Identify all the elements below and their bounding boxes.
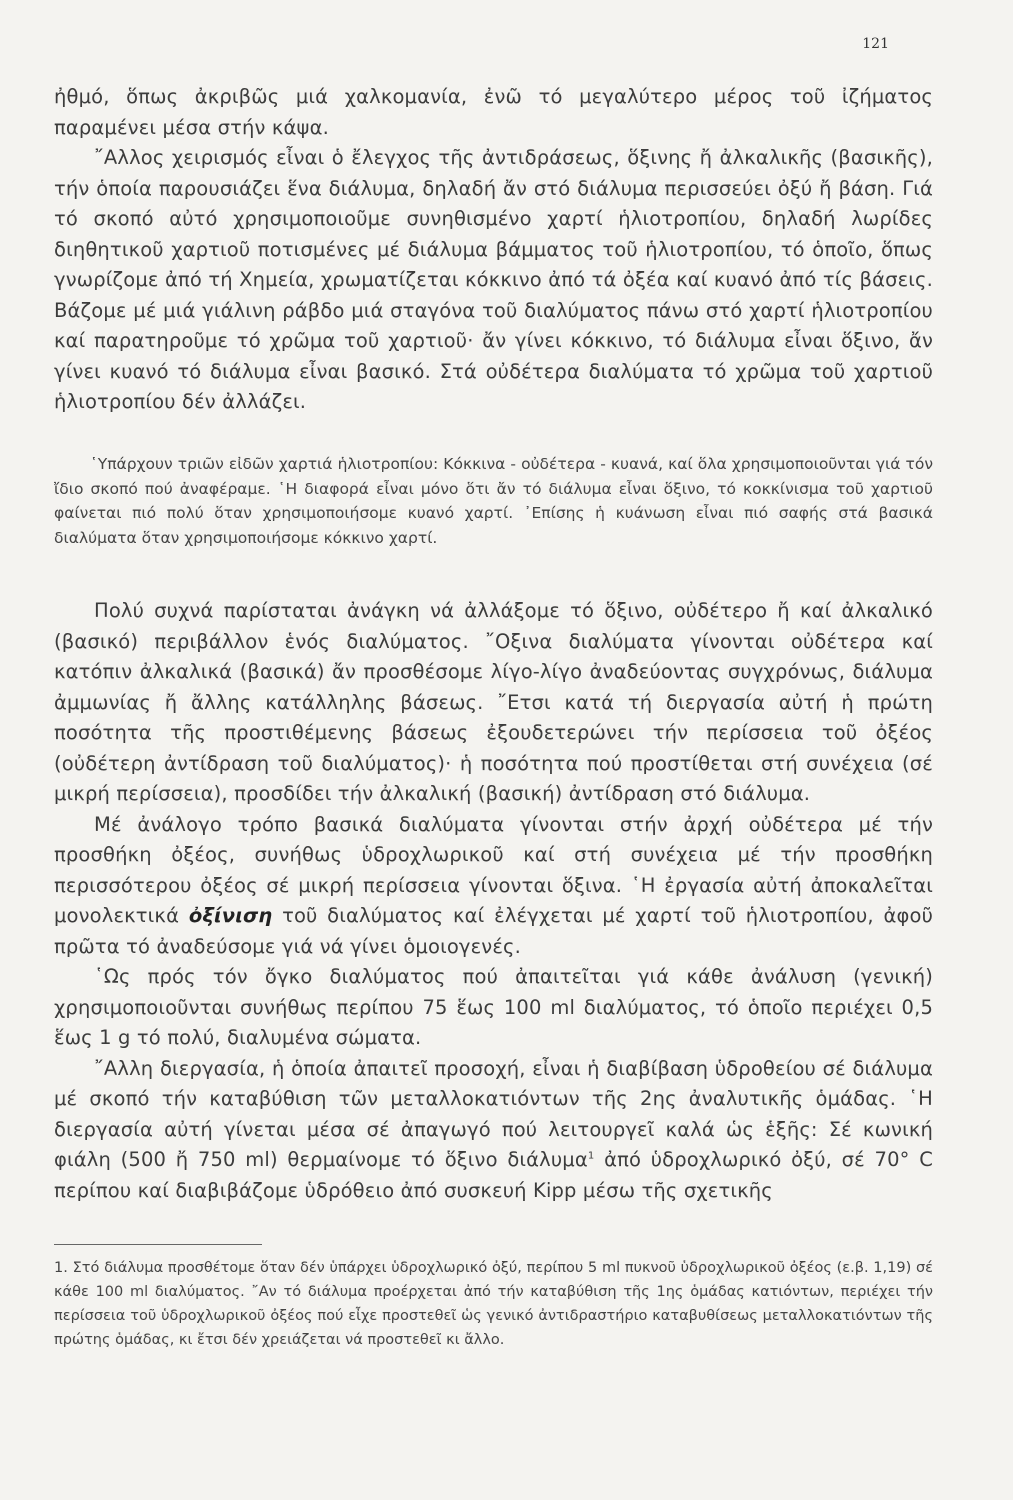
footnote-divider [54,1244,262,1245]
litmus-note [54,452,933,550]
footnote-paragraph [54,1256,933,1352]
paragraph-text: τοῦ διαλύματος καί ἐλέγχεται μέ χαρτί τοῦ ἡλιοτροπίου, ἀφοῦ πρῶτα τό ἀναδεύσομε γιά νά γίνει ὁμοιογενές. [54,904,934,958]
paragraph [54,810,933,963]
text-block-2 [54,596,933,1206]
paragraph [54,1054,933,1207]
footnote [54,1256,933,1352]
paragraph: Πολύ συχνά παρίσταται ἀνάγκη νά ἀλλάξομε τό ὅξινο, οὐδέτερο ἤ καί ἀλκαλικό (βασικό) περιβάλλον ἑνός διαλύματος. ῎Οξινα διαλύματα γίνονται οὐδέτερα καί κατόπιν ἀλκαλικά (βασικά) ἄν προσθέσομε λίγο-λίγο ἀναδεύοντας συγχρόνως, διάλυμα ἀμμωνίας ἤ ἄλλης κατάλληλης βάσεως. ῎Ετσι κατά τή διεργασία αὐτή ἡ πρώτη ποσότητα τῆς προστιθέμενης βάσεως ἐξουδετερώνει τήν περίσσεια τοῦ ὀξέος (οὐδέτερη ἀντίδραση τοῦ διαλύματος)· ἡ ποσότητα πού προστίθεται στή συνέχεια (σέ μικρή περίσσεια), προσδίδει τήν ἀλκαλική (βασική) ἀντίδραση στό διάλυμα. [54,599,933,805]
paragraph: ῎Αλλος χειρισμός εἶναι ὁ ἔλεγχος τῆς ἀντιδράσεως, ὅξινης ἤ ἀλκαλικῆς (βασικῆς), τήν ὁποία παρουσιάζει ἕνα διάλυμα, δηλαδή ἄν στό διάλυμα περισσεύει ὀξύ ἤ βάση. Γιά τό σκοπό αὐτό χρησιμοποιοῦμε συνηθισμένο χαρτί ἡλιοτροπίου, δηλαδή λωρίδες διηθητικοῦ χαρτιοῦ ποτισμένες μέ διάλυμα βάμματος τοῦ ἡλιοτροπίου, τό ὁποῖο, ὅπως γνωρίζομε ἀπό τή Χημεία, χρωματίζεται κόκκινο ἀπό τά ὀξέα καί κυανό ἀπό τίς βάσεις. Βάζομε μέ μιά γιάλινη ράβδο μιά σταγόνα τοῦ διαλύματος πάνω στό χαρτί ἡλιοτροπίου καί παρατηροῦμε τό χρῶμα τοῦ χαρτιοῦ· ἄν γίνει κόκκινο, τό διάλυμα εἶναι ὅξινο, ἄν γίνει κυανό τό διάλυμα εἶναι βασικό. Στά οὐδέτερα διαλύματα τό χρῶμα τοῦ χαρτιοῦ ἡλιοτροπίου δέν ἀλλάζει. [54,146,933,413]
page-number: 121 [862,36,889,52]
paragraph: ἠθμό, ὅπως ἀκριβῶς μιά χαλκομανία, ἐνῶ τό μεγαλύτερο μέρος τοῦ ἰζήματος παραμένει μέσα στήν κάψα. [54,85,933,139]
footnote-number: 1. [54,1260,68,1276]
paragraph-text: Μέ ἀνάλογο τρόπο βασικά διαλύματα γίνονται στήν ἀρχή οὐδέτερα μέ τήν προσθήκη ὀξέος, συνήθως ὑδροχλωρικοῦ καί στή συνέχεια μέ τήν προσθήκη περισσότερου ὀξέος σέ μικρή περίσσεια γίνονται ὅξινα. ῾Η ἐργασία αὐτή ἀποκαλεῖται μονολεκτικά [54,812,933,927]
paragraph: ῾Ως πρός τόν ὄγκο διαλύματος πού ἀπαιτεῖται γιά κάθε ἀνάλυση (γενική) χρησιμοποιοῦνται συνήθως περίπου 75 ἕως 100 ml διαλύματος, τό ὁποῖο περιέχει 0,5 ἕως 1 g τό πολύ, διαλυμένα σώματα. [54,965,933,1049]
paragraph-text: ἀπό ὑδροχλωρικό ὀξύ, σέ 70° C περίπου καί διαβιβάζομε ὑδρόθειο ἀπό συσκευή Kipp μέσω τῆς σχετικῆς [54,1148,933,1202]
emphasized-term: ὀξίνιση [188,904,273,927]
footnote-text: Στό διάλυμα προσθέτομε ὅταν δέν ὑπάρχει ὑδροχλωρικό ὀξύ, περίπου 5 ml πυκνοῦ ὑδροχλωρικοῦ ὀξέος (ε.β. 1,19) σέ κάθε 100 ml διαλύματος. ῎Αν τό διάλυμα προέρχεται ἀπό τήν καταβύθιση τῆς 1ης ὁμάδας κατιόντων, περιέχει τήν περίσσεια τοῦ ὑδροχλωρικοῦ ὀξέος πού εἶχε προστεθεῖ ὡς γενικό ἀντιδραστήριο καταβυθίσεως μεταλλοκατιόντων τῆς πρώτης ὁμάδας, κι ἔτσι δέν χρειάζεται νά προστεθεῖ κι ἄλλο. [54,1260,933,1348]
paragraph-text: ῎Αλλη διεργασία, ἡ ὁποία ἀπαιτεῖ προσοχή, εἶναι ἡ διαβίβαση ὑδροθείου σέ διάλυμα μέ σκοπό τήν καταβύθιση τῶν μεταλλοκατιόντων τῆς 2ης ἀναλυτικῆς ὁμάδας. ῾Η διεργασία αὐτή γίνεται μέσα σέ ἀπαγωγό πού λειτουργεῖ καλά ὡς ἑξῆς: Σέ κωνική φιάλη (500 ἤ 750 ml) θερμαίνομε τό ὅξινο διάλυμα [54,1056,933,1171]
footnote-ref: 1 [587,1150,595,1162]
text-block-1 [54,82,933,418]
note-paragraph: ῾Υπάρχουν τριῶν εἰδῶν χαρτιά ἡλιοτροπίου: Κόκκινα - οὐδέτερα - κυανά, καί ὅλα χρησιμοποιοῦνται γιά τόν ἴδιο σκοπό πού ἀναφέραμε. ῾Η διαφορά εἶναι μόνο ὅτι ἄν τό διάλυμα εἶναι ὅξινο, τό κοκκίνισμα τοῦ χαρτιοῦ φαίνεται πιό πολύ ὅταν χρησιμοποιήσομε κυανό χαρτί. ᾿Επίσης ἡ κυάνωση εἶναι πιό σαφής στά βασικά διαλύματα ὅταν χρησιμοποιήσομε κόκκινο χαρτί. [54,455,933,547]
